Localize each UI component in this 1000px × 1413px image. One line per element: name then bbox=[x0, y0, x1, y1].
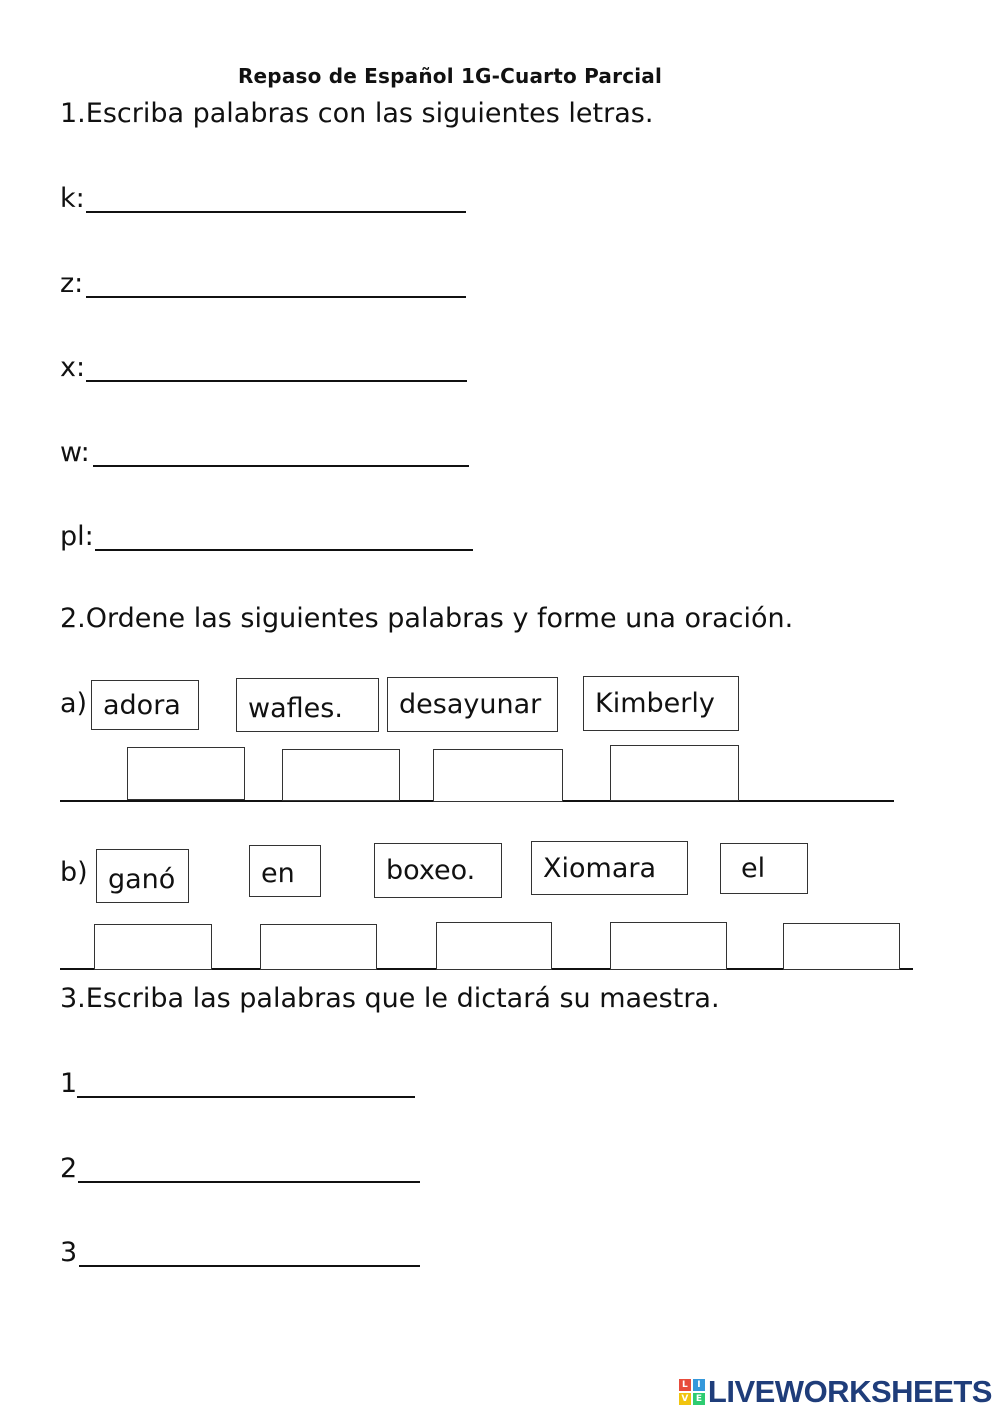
dictation-line-2[interactable] bbox=[78, 1181, 420, 1183]
section1-heading: 1.Escriba palabras con las siguientes letras. bbox=[60, 98, 654, 129]
liveworksheets-brand bbox=[679, 1374, 992, 1410]
word-tile-adora[interactable]: adora bbox=[91, 680, 199, 730]
liveworksheets-wordmark: LIVEWORKSHEETS bbox=[707, 1374, 992, 1409]
answer-slot-b-3[interactable] bbox=[436, 922, 552, 970]
word-tile-en[interactable]: en bbox=[249, 845, 321, 897]
letter-label-z: z: bbox=[60, 268, 84, 299]
dictation-label-1: 1 bbox=[60, 1068, 78, 1099]
answer-slot-a-3[interactable] bbox=[433, 749, 563, 802]
letter-label-x: x: bbox=[60, 352, 86, 383]
item-a-label: a) bbox=[60, 688, 88, 719]
answer-slot-b-1[interactable] bbox=[94, 924, 212, 970]
liveworksheets-logo-icon bbox=[679, 1379, 705, 1405]
letter-label-w: w: bbox=[60, 437, 90, 468]
dictation-line-3[interactable] bbox=[79, 1265, 420, 1267]
word-tile-gano[interactable]: ganó bbox=[96, 849, 189, 903]
section3-heading: 3.Escriba las palabras que le dictará su maestra. bbox=[60, 983, 720, 1014]
logo-cell-e: E bbox=[693, 1393, 705, 1405]
section2-heading: 2.Ordene las siguientes palabras y forme una oración. bbox=[60, 603, 794, 634]
letter-label-k: k: bbox=[60, 183, 85, 214]
answer-slot-a-1[interactable] bbox=[127, 747, 245, 800]
dictation-label-3: 3 bbox=[60, 1237, 78, 1268]
word-tile-desayunar[interactable]: desayunar bbox=[387, 677, 558, 732]
answer-slot-b-5[interactable] bbox=[783, 923, 900, 970]
answer-slot-b-2[interactable] bbox=[260, 924, 377, 970]
answer-line-pl[interactable] bbox=[95, 549, 473, 551]
word-tile-xiomara[interactable]: Xiomara bbox=[531, 841, 688, 895]
dictation-label-2: 2 bbox=[60, 1153, 78, 1184]
dictation-line-1[interactable] bbox=[77, 1096, 415, 1098]
word-tile-el[interactable]: el bbox=[720, 843, 808, 894]
answer-line-k[interactable] bbox=[86, 211, 466, 213]
letter-label-pl: pl: bbox=[60, 521, 94, 552]
answer-line-z[interactable] bbox=[86, 296, 466, 298]
worksheet-title: Repaso de Español 1G-Cuarto Parcial bbox=[237, 64, 663, 88]
logo-cell-l: L bbox=[679, 1379, 691, 1391]
logo-cell-i: I bbox=[693, 1379, 705, 1391]
word-tile-boxeo[interactable]: boxeo. bbox=[374, 843, 502, 898]
answer-slot-b-4[interactable] bbox=[610, 922, 727, 970]
item-b-label: b) bbox=[60, 857, 88, 888]
word-tile-kimberly[interactable]: Kimberly bbox=[583, 676, 739, 731]
answer-slot-a-2[interactable] bbox=[282, 749, 400, 801]
answer-line-x[interactable] bbox=[86, 380, 467, 382]
word-tile-wafles[interactable]: wafles. bbox=[236, 678, 379, 732]
answer-line-w[interactable] bbox=[93, 465, 469, 467]
logo-cell-v: V bbox=[679, 1393, 691, 1405]
answer-slot-a-4[interactable] bbox=[610, 745, 739, 801]
